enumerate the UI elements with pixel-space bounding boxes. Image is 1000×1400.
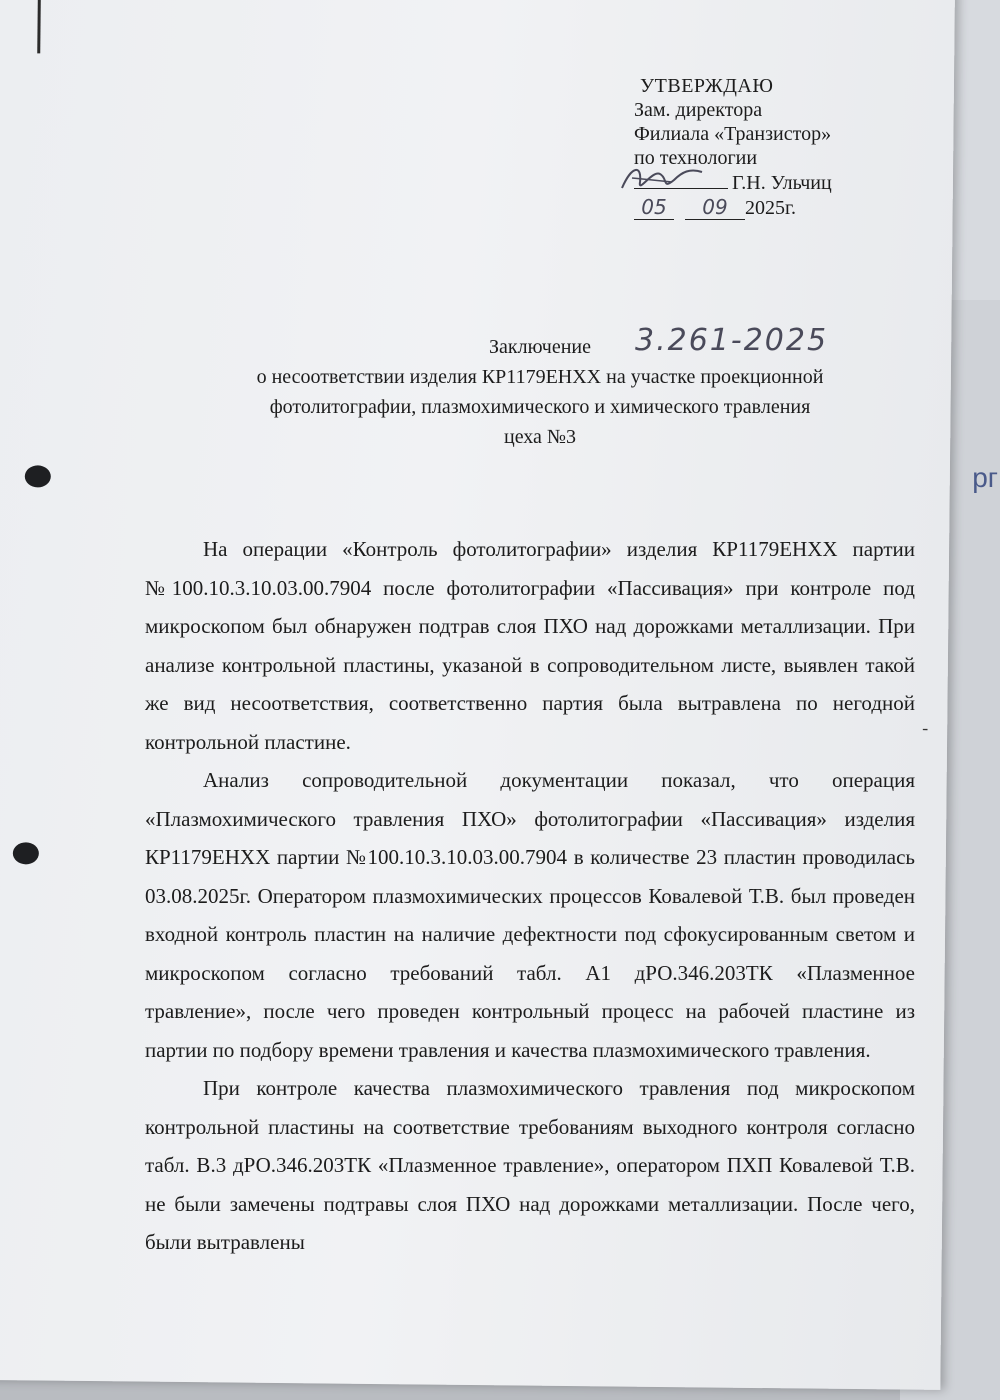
approval-position-3: по технологии [634, 147, 758, 169]
subtitle-line-1: о несоответствии изделия КР1179ЕНХХ на участке проекционной [256, 366, 824, 388]
date-month: 09 [685, 195, 745, 220]
date-day: 05 [634, 195, 674, 220]
margin-dot: - [922, 717, 929, 738]
approval-position-2: Филиала «Транзистор» [634, 123, 832, 145]
punch-hole-bottom [13, 842, 39, 864]
document-title [200, 323, 880, 452]
handwritten-signature [612, 160, 722, 200]
date-year: 2025г. [745, 197, 796, 219]
corner-mark [37, 0, 105, 54]
signer-name: Г.Н. Ульчиц [732, 172, 832, 194]
margin-text: рг [972, 462, 998, 493]
title-word: Заключение [489, 336, 591, 358]
document-body [145, 530, 915, 1262]
subtitle-line-2: фотолитографии, плазмохимического и химического травления [269, 396, 811, 418]
subtitle-line-3: цеха №3 [503, 426, 576, 448]
document-number: 3.261-2025 [635, 323, 829, 358]
paragraph: Анализ сопроводительной документации показал, что операция «Плазмохимического травления ПХО» фотолитографии «Пассивация» изделия КР1179ЕНХХ партии №100.10.3.10.03.00.7904 в количестве 23 пластин проводилась 03.08.2025г. Оператором плазмохимических процессов Ковалевой Т.В. был проведен входной контроль пластин на наличие дефектности под сфокусированным светом и микроскопом согласно требований табл. А1 дРО.346.203ТК «Плазменное травление», после чего проведен контрольный процесс на рабочей пластине из партии по подбору времени травления и качества плазмохимического травления. [145, 768, 915, 1062]
approval-position-1: Зам. директора [634, 99, 763, 121]
paragraph: При контроле качества плазмохимического травления под микроскопом контрольной пластины на соответствие требованиям выходного контроля согласно табл. В.3 дРО.346.203ТК «Плазменное травление», оператором ПХП Ковалевой Т.В. не были замечены подтравы слоя ПХО над дорожками металлизации. После чего, были вытравлены [145, 1076, 915, 1254]
approval-heading: УТВЕРЖДАЮ [640, 75, 774, 97]
punch-hole-top [25, 465, 51, 487]
paragraph: На операции «Контроль фотолитографии» изделия КР1179ЕНХХ партии №100.10.3.10.03.00.7904 после фотолитографии «Пассивация» при контроле под микроскопом был обнаружен подтрав слоя ПХО над дорожками металлизации. При анализе контрольной пластины, указаной в сопроводительном листе, выявлен такой же вид несоответствия, соответственно партия была вытравлена по негодной контрольной пластине. [145, 537, 915, 754]
